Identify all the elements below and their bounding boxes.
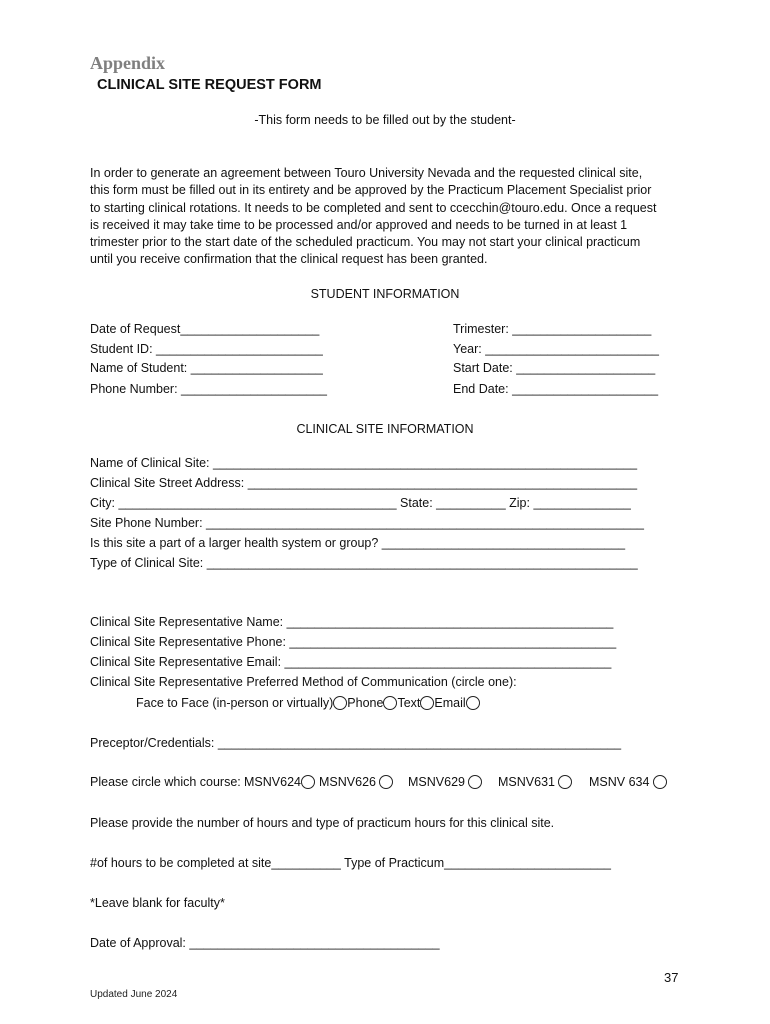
- course-624-label: MSNV624: [244, 775, 301, 789]
- date-of-request-field[interactable]: Date of Request____________________: [90, 322, 320, 336]
- intro-line: is received it may take time to be processed and/or approved and needs to be turned in at least 1: [90, 217, 628, 232]
- student-id-field[interactable]: Student ID: ________________________: [90, 342, 323, 356]
- course-option-634[interactable]: [589, 775, 667, 789]
- street-address-field[interactable]: Clinical Site Street Address: ________________________________________________________: [90, 476, 638, 490]
- intro-line: In order to generate an agreement between Touro University Nevada and the requested clinical site,: [90, 166, 643, 180]
- site-phone-field[interactable]: Site Phone Number: _______________________________________________________________: [90, 516, 645, 530]
- method-face-circle[interactable]: [333, 696, 347, 710]
- course-option-629[interactable]: [408, 775, 482, 789]
- course-option-624[interactable]: [244, 775, 315, 789]
- student-note: -This form needs to be filled out by the student-: [254, 113, 516, 127]
- course-626-label: MSNV626: [319, 775, 376, 789]
- course-631-circle[interactable]: [558, 775, 572, 789]
- intro-line: trimester prior to the start date of the scheduled practicum. You may not start your clinical practicum: [90, 235, 641, 250]
- intro-line: to starting clinical rotations. It needs to be completed and sent to ccecchin@touro.edu. Once a request: [90, 200, 657, 215]
- communication-methods: [136, 696, 480, 710]
- year-field[interactable]: Year: _________________________: [453, 342, 659, 356]
- start-date-field[interactable]: Start Date: ____________________: [453, 361, 656, 375]
- course-629-circle[interactable]: [468, 775, 482, 789]
- clinical-site-heading: CLINICAL SITE INFORMATION: [296, 422, 474, 436]
- rep-email-field[interactable]: Clinical Site Representative Email: _______________________________________________: [90, 655, 612, 669]
- hours-practicum-field[interactable]: #of hours to be completed at site__________ Type of Practicum________________________: [90, 856, 612, 870]
- intro-line: this form must be filled out in its entirety and be approved by the Practicum Placement Specialist prior: [90, 183, 652, 198]
- method-email: Email: [434, 696, 466, 710]
- rep-name-field[interactable]: Clinical Site Representative Name: _______________________________________________: [90, 615, 614, 629]
- course-option-626[interactable]: [319, 775, 393, 789]
- intro-line: until you receive confirmation that the clinical request has been granted.: [90, 252, 488, 267]
- course-option-631[interactable]: [498, 775, 572, 789]
- faculty-note: *Leave blank for faculty*: [90, 896, 225, 910]
- rep-method-label: Clinical Site Representative Preferred Method of Communication (circle one):: [90, 675, 517, 689]
- form-title: CLINICAL SITE REQUEST FORM: [97, 77, 322, 93]
- appendix-heading: Appendix: [90, 53, 166, 73]
- phone-number-field[interactable]: Phone Number: _____________________: [90, 382, 328, 396]
- clinical-site-name-field[interactable]: Name of Clinical Site: _____________________________________________________________: [90, 456, 638, 470]
- method-phone: Phone: [347, 696, 384, 710]
- trimester-field[interactable]: Trimester: ____________________: [453, 322, 652, 336]
- method-face-to-face: Face to Face (in-person or virtually): [136, 696, 334, 710]
- city-state-zip-field[interactable]: City: ________________________________________ State: __________ Zip: ______________: [90, 496, 631, 510]
- method-text-circle[interactable]: [420, 696, 434, 710]
- method-email-circle[interactable]: [466, 696, 480, 710]
- date-of-approval-field[interactable]: Date of Approval: ____________________________________: [90, 936, 440, 950]
- method-text: Text: [397, 696, 421, 710]
- method-phone-circle[interactable]: [383, 696, 397, 710]
- course-624-circle[interactable]: [301, 775, 315, 789]
- health-system-field[interactable]: Is this site a part of a larger health system or group? ___________________________________: [90, 536, 626, 550]
- updated-date: Updated June 2024: [90, 989, 178, 1000]
- preceptor-field[interactable]: Preceptor/Credentials: __________________________________________________________: [90, 736, 622, 750]
- site-type-field[interactable]: Type of Clinical Site: ______________________________________________________________: [90, 556, 638, 570]
- hours-instruction: Please provide the number of hours and type of practicum hours for this clinical site.: [90, 816, 555, 830]
- student-name-field[interactable]: Name of Student: ___________________: [90, 361, 323, 375]
- course-631-label: MSNV631: [498, 775, 555, 789]
- course-634-label: MSNV 634: [589, 775, 650, 789]
- course-label: Please circle which course:: [90, 775, 241, 789]
- rep-phone-field[interactable]: Clinical Site Representative Phone: _______________________________________________: [90, 635, 617, 649]
- course-634-circle[interactable]: [653, 775, 667, 789]
- end-date-field[interactable]: End Date: _____________________: [453, 382, 659, 396]
- course-626-circle[interactable]: [379, 775, 393, 789]
- page-number: 37: [664, 970, 679, 985]
- course-629-label: MSNV629: [408, 775, 465, 789]
- intro-paragraph: [90, 165, 680, 269]
- student-info-heading: STUDENT INFORMATION: [310, 287, 460, 301]
